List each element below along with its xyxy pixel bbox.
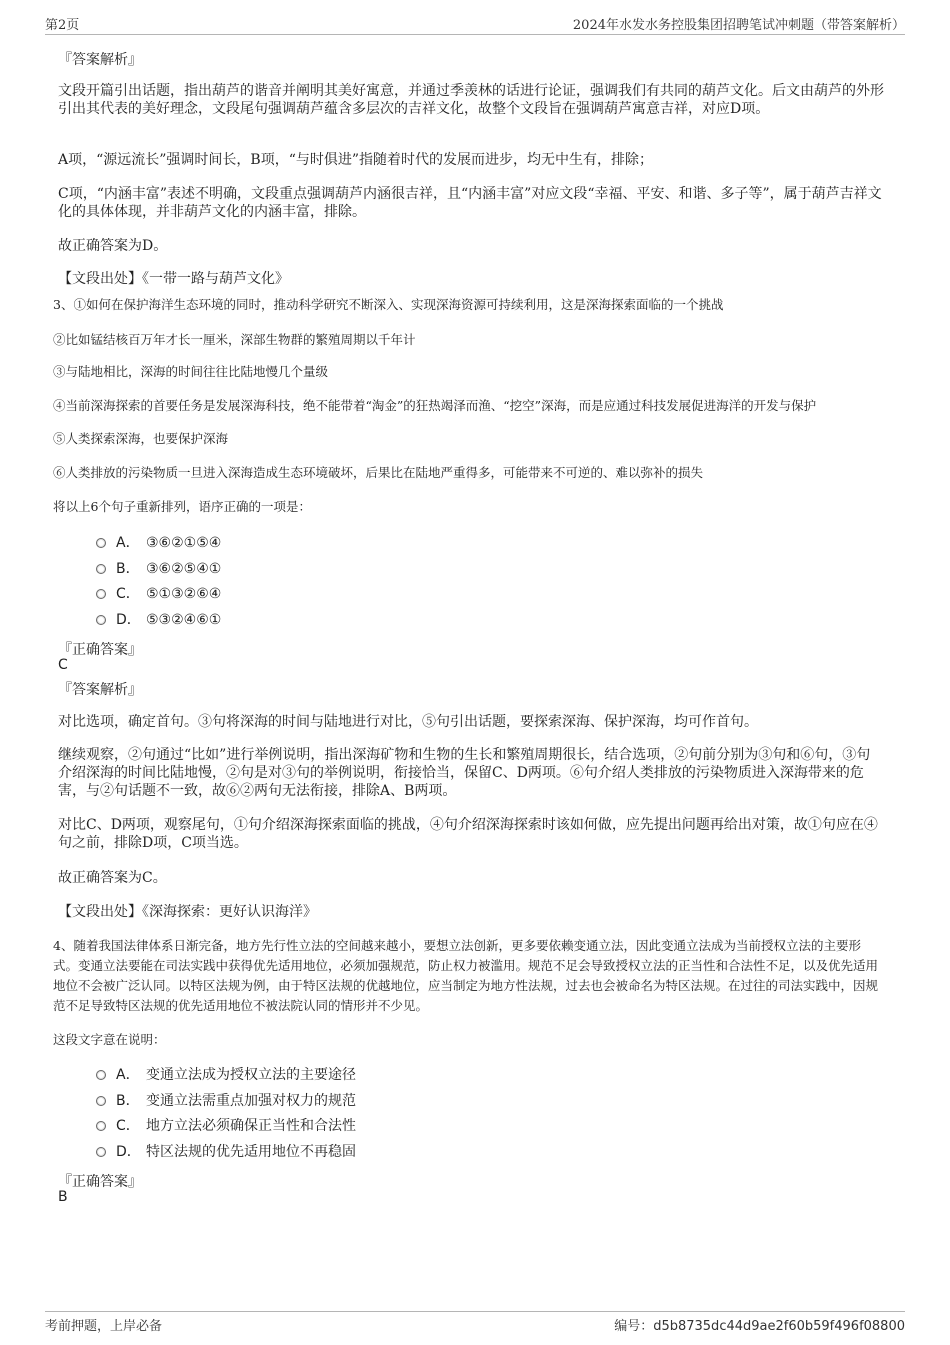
analysis-paragraph: 文段开篇引出话题，指出葫芦的谐音并阐明其美好寓意，并通过季羡林的话进行论证，强调我们有共同的葫芦文化。后文由葫芦的外形引出其代表的美好理念，文段尾句强调葫芦蕴含多层次的吉祥文化，故整个文段旨在强调葫芦寓意吉祥，对应D项。 xyxy=(58,83,884,117)
radio-icon[interactable] xyxy=(96,615,106,625)
analysis-conclusion: 故正确答案为C。 xyxy=(58,870,167,886)
option-text: 变通立法需重点加强对权力的规范 xyxy=(146,1093,356,1109)
document-id: 编号：d5b8735dc44d9ae2f60b59f496f08800 xyxy=(614,1319,905,1334)
radio-icon[interactable] xyxy=(96,1147,106,1157)
footer-slogan: 考前押题，上岸必备 xyxy=(45,1319,163,1334)
option-b[interactable]: B． ③⑥②⑤④① xyxy=(96,559,221,579)
analysis-label: 『答案解析』 xyxy=(58,682,142,698)
analysis-conclusion: 故正确答案为D。 xyxy=(58,238,168,254)
page-header xyxy=(45,14,905,35)
question-sentence: ⑤人类探索深海，也要保护深海 xyxy=(53,431,229,446)
option-text: ③⑥②⑤④① xyxy=(146,561,222,577)
option-c[interactable]: C． 地方立法必须确保正当性和合法性 xyxy=(96,1116,356,1136)
question-sentence: ⑥人类排放的污染物质一旦进入深海造成生态环境破坏，后果比在陆地严重得多，可能带来不可逆的、难以弥补的损失 xyxy=(53,465,704,480)
question-sentence: ③与陆地相比，深海的时间往往比陆地慢几个量级 xyxy=(53,364,329,379)
option-text: ⑤①③②⑥④ xyxy=(146,586,222,602)
source-citation: 【文段出处】《一带一路与葫芦文化》 xyxy=(58,271,289,287)
question-sentence: ④当前深海探索的首要任务是发展深海科技，绝不能带着“淘金”的狂热竭泽而渔、“挖空”深海，而是应通过科技发展促进海洋的开发与保护 xyxy=(53,398,817,413)
analysis-paragraph: 对比选项，确定首句。③句将深海的时间与陆地进行对比，⑤句引出话题，要探索深海、保护深海，均可作首句。 xyxy=(58,714,758,730)
option-text: 变通立法成为授权立法的主要途径 xyxy=(146,1067,356,1083)
page-number: 第2页 xyxy=(45,18,80,33)
radio-icon[interactable] xyxy=(96,1121,106,1131)
radio-icon[interactable] xyxy=(96,1070,106,1080)
question-prompt: 将以上6个句子重新排列，语序正确的一项是： xyxy=(53,499,311,514)
source-citation: 【文段出处】《深海探索：更好认识海洋》 xyxy=(58,904,317,920)
option-c[interactable]: C． ⑤①③②⑥④ xyxy=(96,584,221,604)
option-text: 特区法规的优先适用地位不再稳固 xyxy=(146,1144,356,1160)
radio-icon[interactable] xyxy=(96,564,106,574)
analysis-label: 『答案解析』 xyxy=(58,52,142,68)
option-a[interactable]: A． ③⑥②①⑤④ xyxy=(96,533,221,553)
analysis-paragraph: C项，“内涵丰富”表述不明确，文段重点强调葫芦内涵很吉祥，且“内涵丰富”对应文段“幸福、平安、和谐、多子等”，属于葫芦吉祥文化的具体体现，并非葫芦文化的内涵丰富，排除。 xyxy=(58,186,882,220)
radio-icon[interactable] xyxy=(96,538,106,548)
analysis-paragraph: 继续观察，②句通过“比如”进行举例说明，指出深海矿物和生物的生长和繁殖周期很长，结合选项，②句前分别为③句和⑥句，③句介绍深海的时间比陆地慢，②句是对③句的举例说明，衔接恰当，保留C、D两项。⑥句介绍人类排放的污染物质进入深海带来的危害，与②句话题不一致，故⑥②两句无法衔接，排除A、B两项。 xyxy=(58,747,871,799)
radio-icon[interactable] xyxy=(96,589,106,599)
option-text: 地方立法必须确保正当性和合法性 xyxy=(146,1118,356,1134)
document-title: 2024年水发水务控股集团招聘笔试冲刺题（带答案解析） xyxy=(572,18,905,33)
option-d[interactable]: D． 特区法规的优先适用地位不再稳固 xyxy=(96,1142,356,1162)
question-sentence: ②比如锰结核百万年才长一厘米，深部生物群的繁殖周期以千年计 xyxy=(53,332,416,347)
question-sentence: 3、①如何在保护海洋生态环境的同时，推动科学研究不断深入、实现深海资源可持续利用，这是深海探索面临的一个挑战 xyxy=(53,297,724,312)
option-b[interactable]: B． 变通立法需重点加强对权力的规范 xyxy=(96,1091,356,1111)
option-d[interactable]: D． ⑤③②④⑥① xyxy=(96,610,221,630)
analysis-paragraph: A项，“源远流长”强调时间长，B项，“与时俱进”指随着时代的发展而进步，均无中生有，排除； xyxy=(58,152,654,168)
analysis-paragraph: 对比C、D两项，观察尾句，①句介绍深海探索面临的挑战，④句介绍深海探索时该如何做，应先提出问题再给出对策，故①句应在④句之前，排除D项，C项当选。 xyxy=(58,817,878,851)
radio-icon[interactable] xyxy=(96,1096,106,1106)
answer-label: 『正确答案』 xyxy=(58,642,142,658)
correct-answer: B xyxy=(58,1189,68,1205)
page-footer xyxy=(45,1311,905,1335)
correct-answer: C xyxy=(58,657,68,673)
option-text: ⑤③②④⑥① xyxy=(146,612,222,628)
question-prompt: 这段文字意在说明： xyxy=(53,1032,166,1047)
option-a[interactable]: A． 变通立法成为授权立法的主要途径 xyxy=(96,1065,356,1085)
answer-label: 『正确答案』 xyxy=(58,1174,142,1190)
question-stem: 4、随着我国法律体系日渐完备，地方先行性立法的空间越来越小，要想立法创新，更多要依赖变通立法，因此变通立法成为当前授权立法的主要形式。变通立法要能在司法实践中获得优先适用地位，必须加强规范，防止权力被滥用。规范不足会导致授权立法的正当性和合法性不足，以及优先适用地位不会被广泛认同。以特区法规为例，由于特区法规的优越地位，应当制定为地方性法规，过去也会被命名为特区法规。在过往的司法实践中，因规范不足导致特区法规的优先适用地位不被法院认同的情形并不少见。 xyxy=(53,938,879,1013)
option-text: ③⑥②①⑤④ xyxy=(146,535,222,551)
